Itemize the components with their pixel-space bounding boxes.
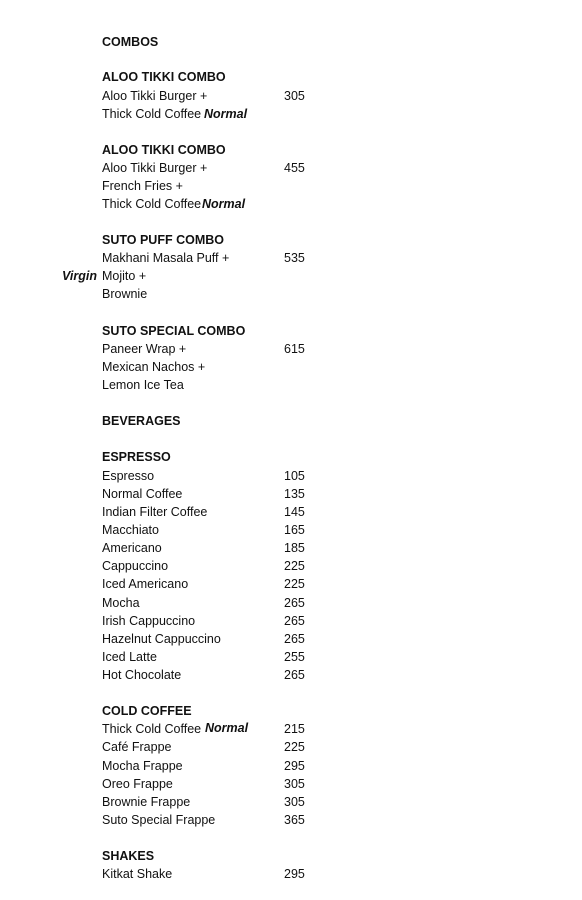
combo-line: Thick Cold Coffee [102, 197, 202, 211]
menu-item-price: 305 [284, 777, 305, 791]
menu-item-price: 185 [284, 541, 305, 555]
combo-line: Mojito + [102, 269, 147, 283]
combo-note: Normal [204, 107, 248, 121]
combo-price: 455 [284, 161, 305, 175]
combo-note: Virgin [62, 269, 97, 283]
menu-item-price: 225 [284, 559, 305, 573]
menu-item-name: Mocha Frappe [102, 759, 183, 773]
menu-item-name: Iced Latte [102, 650, 157, 664]
menu-item-name: Iced Americano [102, 577, 189, 591]
combo-title: SUTO SPECIAL COMBO [102, 324, 246, 338]
menu-item-note: Normal [205, 721, 249, 735]
menu-item-price: 265 [284, 614, 305, 628]
menu-item-name: Normal Coffee [102, 487, 183, 501]
menu-item-price: 295 [284, 867, 305, 881]
subsection-heading-espresso: ESPRESSO [102, 450, 171, 464]
combo-line: Makhani Masala Puff + [102, 251, 230, 265]
menu-item-price: 135 [284, 487, 305, 501]
menu-item-name: Thick Cold Coffee [102, 722, 202, 736]
menu-item-price: 265 [284, 632, 305, 646]
menu-item-price: 295 [284, 759, 305, 773]
combo-price: 615 [284, 342, 305, 356]
menu-item-name: Suto Special Frappe [102, 813, 216, 827]
menu-item-price: 225 [284, 577, 305, 591]
combo-title: ALOO TIKKI COMBO [102, 143, 226, 157]
menu-item-price: 165 [284, 523, 305, 537]
menu-item-name: Hazelnut Cappuccino [102, 632, 221, 646]
combo-title: SUTO PUFF COMBO [102, 233, 224, 247]
menu-item-name: Americano [102, 541, 162, 555]
menu-item-name: Macchiato [102, 523, 159, 537]
combo-title: ALOO TIKKI COMBO [102, 70, 226, 84]
menu-item-name: Cappuccino [102, 559, 169, 573]
menu-item-name: Irish Cappuccino [102, 614, 196, 628]
section-heading-beverages: BEVERAGES [102, 414, 181, 428]
menu-item-price: 145 [284, 505, 305, 519]
menu-item-price: 225 [284, 740, 305, 754]
menu-item-name: Hot Chocolate [102, 668, 182, 682]
combo-price: 305 [284, 89, 305, 103]
menu-item-price: 105 [284, 469, 305, 483]
subsection-heading-shakes: SHAKES [102, 849, 155, 863]
menu-item-price: 305 [284, 795, 305, 809]
menu-item-price: 255 [284, 650, 305, 664]
menu-item-name: Mocha [102, 596, 140, 610]
subsection-heading-cold-coffee: COLD COFFEE [102, 704, 192, 718]
combo-line: Paneer Wrap + [102, 342, 187, 356]
menu-item-name: Indian Filter Coffee [102, 505, 208, 519]
menu-item-price: 365 [284, 813, 305, 827]
combo-line: Aloo Tikki Burger + [102, 161, 208, 175]
combo-line: Brownie [102, 287, 148, 301]
menu-item-name: Kitkat Shake [102, 867, 173, 881]
menu-item-price: 265 [284, 596, 305, 610]
menu-item-price: 215 [284, 722, 305, 736]
combo-line: Aloo Tikki Burger + [102, 89, 208, 103]
combo-line: Mexican Nachos + [102, 360, 206, 374]
combo-price: 535 [284, 251, 305, 265]
menu-item-name: Espresso [102, 469, 155, 483]
combo-note: Normal [202, 197, 246, 211]
menu-item-name: Oreo Frappe [102, 777, 173, 791]
combo-line: Lemon Ice Tea [102, 378, 184, 392]
menu-item-name: Café Frappe [102, 740, 172, 754]
menu-item-price: 265 [284, 668, 305, 682]
menu-item-name: Brownie Frappe [102, 795, 191, 809]
combo-line: French Fries + [102, 179, 183, 193]
combo-line: Thick Cold Coffee [102, 107, 202, 121]
section-heading-combos: COMBOS [102, 35, 159, 49]
